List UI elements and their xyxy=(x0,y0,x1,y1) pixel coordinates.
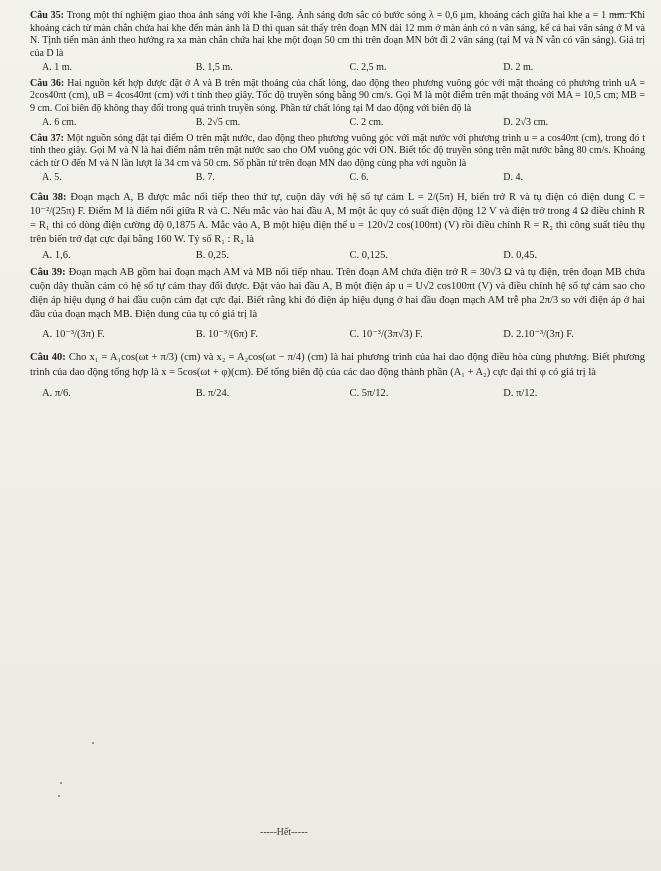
end-marker: -----Hết----- xyxy=(260,827,308,838)
option-b[interactable]: B. 10⁻³/(6π) F. xyxy=(195,328,258,340)
option-d[interactable]: D. 0,45. xyxy=(503,249,538,261)
speck xyxy=(92,742,94,744)
answer-options xyxy=(30,328,645,342)
option-b[interactable]: B. 2√5 cm. xyxy=(195,117,241,128)
option-b[interactable]: B. 1,5 m. xyxy=(195,62,233,73)
option-d[interactable]: D. 2√3 cm. xyxy=(503,117,549,128)
option-a[interactable]: A. 1 m. xyxy=(42,62,72,73)
answer-options xyxy=(30,117,645,130)
question-text: Hai nguồn kết hợp được đặt ở A và B trên mặt thoáng của chất lỏng, dao động theo phương vuông góc với mặt thoáng có phương trình uA = 2cos40πt (cm), uB = 4cos40πt (cm) với t tính theo giây. Tốc độ truyền sóng bằng 90 cm/s. Gọi M là một điểm trên mặt thoáng với MA = 10,5 cm; MB = 9 cm. Coi biên độ không thay đổi trong quá trình truyền sóng. Phần tử chất lỏng tại M dao động với biên độ là xyxy=(30,77,645,114)
answer-options xyxy=(30,172,645,185)
option-c[interactable]: C. 2,5 m. xyxy=(349,62,387,73)
answer-options xyxy=(30,249,645,263)
option-a[interactable]: A. π/6. xyxy=(42,387,71,399)
answer-options xyxy=(30,386,645,401)
option-d[interactable]: D. 2 m. xyxy=(503,62,534,73)
question-number: Câu 36: xyxy=(30,77,65,89)
option-c[interactable]: C. 0,125. xyxy=(349,249,389,261)
option-a[interactable]: A. 1,6. xyxy=(42,249,71,261)
option-b[interactable]: B. 0,25. xyxy=(195,249,230,261)
question-number: Câu 37: xyxy=(30,132,64,144)
option-d[interactable]: D. 4. xyxy=(503,172,523,183)
option-c[interactable]: C. 2 cm. xyxy=(349,117,384,128)
question-36 xyxy=(30,78,645,130)
option-c[interactable]: C. 6. xyxy=(349,172,369,183)
question-40 xyxy=(30,350,645,401)
question-number: Câu 40: xyxy=(30,351,66,363)
option-d[interactable]: D. 2.10⁻³/(3π) F. xyxy=(503,328,574,340)
option-a[interactable]: A. 6 cm. xyxy=(42,117,77,128)
speck xyxy=(58,795,60,797)
question-number: Câu 38: xyxy=(30,191,67,203)
question-number: Câu 35: xyxy=(30,10,64,21)
option-c[interactable]: C. 10⁻³/(3π√3) F. xyxy=(349,328,423,340)
question-text: Một nguồn sóng đặt tại điểm O trên mặt nước, dao động theo phương vuông góc với mặt nước với phương trình u = a cos40πt (cm), trong đó t tính theo giây. Gọi M và N là hai điểm nằm trên mặt nước sao cho OM vuông góc với ON. Biết tốc độ truyền sóng trên mặt nước bằng 80 cm/s. Khoảng cách từ O đến M và N lần lượt là 34 cm và 50 cm. Số phần tử trên đoạn MN dao động cùng pha với nguồn là xyxy=(30,132,645,169)
option-a[interactable]: A. 10⁻³/(3π) F. xyxy=(42,328,105,340)
option-a[interactable]: A. 5. xyxy=(42,172,62,183)
question-text: Cho x₁ = A₁cos(ωt + π/3) (cm) và x₂ = A₂cos(ωt − π/4) (cm) là hai phương trình của hai dao động điều hòa cùng phương. Biết phương trình của dao động tổng hợp là x = 5cos(ωt + φ)(cm). Để tổng biên độ của các dao động thành phần (A₁ + A₂) cực đại thì φ có giá trị là xyxy=(30,351,646,378)
option-b[interactable]: B. 7. xyxy=(195,172,215,183)
answer-options xyxy=(30,62,645,75)
option-d[interactable]: D. π/12. xyxy=(503,387,538,399)
question-39 xyxy=(30,266,645,342)
question-37 xyxy=(30,133,645,185)
option-c[interactable]: C. 5π/12. xyxy=(349,387,389,399)
question-35 xyxy=(30,10,645,75)
question-number: Câu 39: xyxy=(30,266,66,278)
question-list xyxy=(30,10,645,409)
question-38 xyxy=(30,191,645,263)
option-b[interactable]: B. π/24. xyxy=(195,387,230,399)
question-text: Đoạn mạch A, B được mắc nối tiếp theo thứ tự, cuộn dây với hệ số tự cảm L = 2/(5π) H, biến trở R và tụ điện có điện dung C = 10⁻²/(25π) F. Điểm M là điểm nối giữa R và C. Nếu mắc vào hai đầu A, M một ắc quy có suất điện động 12 V và điện trở trong 4 Ω điều chỉnh R = R₁ thì có dòng điện cường độ 0,1875 A. Mắc vào A, B một hiệu điện thế u = 120√2 cos(100πt) (V) rồi điều chỉnh R = R₂ thì công suất tiêu thụ trên biến trở đạt cực đại bằng 160 W. Tỷ số R₁ : R₂ là xyxy=(30,191,646,245)
question-text: Trong một thí nghiệm giao thoa ánh sáng với khe I-âng. Ánh sáng đơn sắc có bước sóng λ = 0,6 μm, khoảng cách giữa hai khe a = 1 mm. Khi khoảng cách từ màn chắn chứa hai khe đến màn ảnh là D thì quan sát thấy trên đoạn MN dài 12 mm ở màn ảnh có n vân sáng, kể cả hai vân sáng ở M và N. Tịnh tiến màn ảnh theo hướng ra xa màn chắn chứa hai khe một đoạn 50 cm thì trên đoạn MN bớt đi 2 vân sáng (tại M và N vẫn có vân sáng). Giá trị của D là xyxy=(30,10,645,59)
question-text: Đoạn mạch AB gồm hai đoạn mạch AM và MB nối tiếp nhau. Trên đoạn AM chứa điện trở R = 30√3 Ω và tụ điện, trên đoạn MB chứa cuộn dây thuần cảm có hệ số tự cảm thay đổi được. Đặt vào hai đầu A, B một điện áp u = U√2 cos100πt (V) và điều chỉnh hệ số tự cảm sao cho điện áp hiệu dụng ở hai đầu cuộn cảm đạt cực đại. Biết rằng khi đó điện áp hiệu dụng ở hai đầu đoạn mạch AM trễ pha 2π/3 so với điện áp ở hai đầu của đoạn mạch MB. Điện dung của tụ có giá trị là xyxy=(30,266,646,320)
speck xyxy=(60,782,62,784)
